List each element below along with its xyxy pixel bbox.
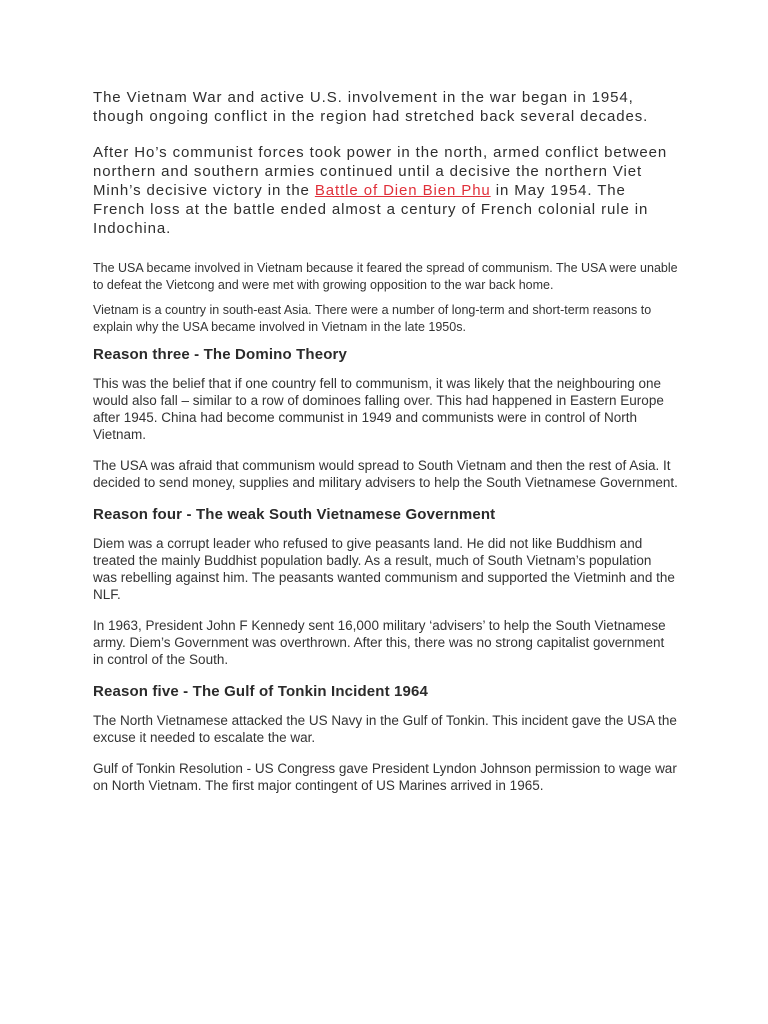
reason-five-paragraph-1: The North Vietnamese attacked the US Navy in the Gulf of Tonkin. This incident gave the USA the excuse it needed to escalate the war. bbox=[93, 713, 677, 745]
reason-four-paragraph-2: In 1963, President John F Kennedy sent 16,000 military ‘advisers’ to help the South Vietnamese army. Diem’s Government was overthrown. After this, there was no strong capitalist government in control of the South. bbox=[93, 618, 666, 667]
reason-three-paragraph-2: The USA was afraid that communism would spread to South Vietnam and then the rest of Asia. It decided to send money, supplies and military advisers to help the South Vietnamese Government. bbox=[93, 458, 678, 490]
intro-paragraph-2 bbox=[93, 143, 678, 238]
document-page bbox=[93, 88, 678, 794]
intro-paragraph-2-text-end: in May 1954. The French loss at the battle ended almost a century of French colonial rule in Indochina. bbox=[93, 182, 649, 237]
dien-bien-phu-link[interactable]: Battle of Dien Bien Phu bbox=[314, 182, 491, 199]
intro-paragraph-1: The Vietnam War and active U.S. involvement in the war began in 1954, though ongoing conflict in the region had stretched back several decades. bbox=[93, 89, 649, 125]
reason-three-heading: Reason three - The Domino Theory bbox=[93, 346, 347, 363]
reason-four-paragraph-1: Diem was a corrupt leader who refused to give peasants land. He did not like Buddhism and treated the mainly Buddhist population badly. As a result, much of South Vietnam’s population was rebelling against him. The peasants wanted communism and supported the Vietminh and the NLF. bbox=[93, 536, 675, 602]
summary-paragraph-1: The USA became involved in Vietnam because it feared the spread of communism. The USA were unable to defeat the Vietcong and were met with growing opposition to the war back home. bbox=[93, 261, 678, 292]
reason-five-paragraph-2: Gulf of Tonkin Resolution - US Congress gave President Lyndon Johnson permission to wage war on North Vietnam. The first major contingent of US Marines arrived in 1965. bbox=[93, 761, 677, 793]
summary-paragraph-2: Vietnam is a country in south-east Asia. There were a number of long-term and short-term reasons to explain why the USA became involved in Vietnam in the late 1950s. bbox=[93, 303, 652, 334]
reason-four-heading: Reason four - The weak South Vietnamese Government bbox=[93, 506, 496, 523]
intro-paragraph-2-text-start: After Ho’s communist forces took power in the north, armed conflict between northern and southern armies continued until a decisive the northern Viet Minh’s decisive victory in the bbox=[93, 144, 668, 199]
reason-five-heading: Reason five - The Gulf of Tonkin Incident 1964 bbox=[93, 683, 429, 700]
reason-three-paragraph-1: This was the belief that if one country fell to communism, it was likely that the neighbouring one would also fall – similar to a row of dominoes falling over. This had happened in Eastern Europe after 1945. China had become communist in 1949 and communists were in control of North Vietnam. bbox=[93, 376, 664, 442]
